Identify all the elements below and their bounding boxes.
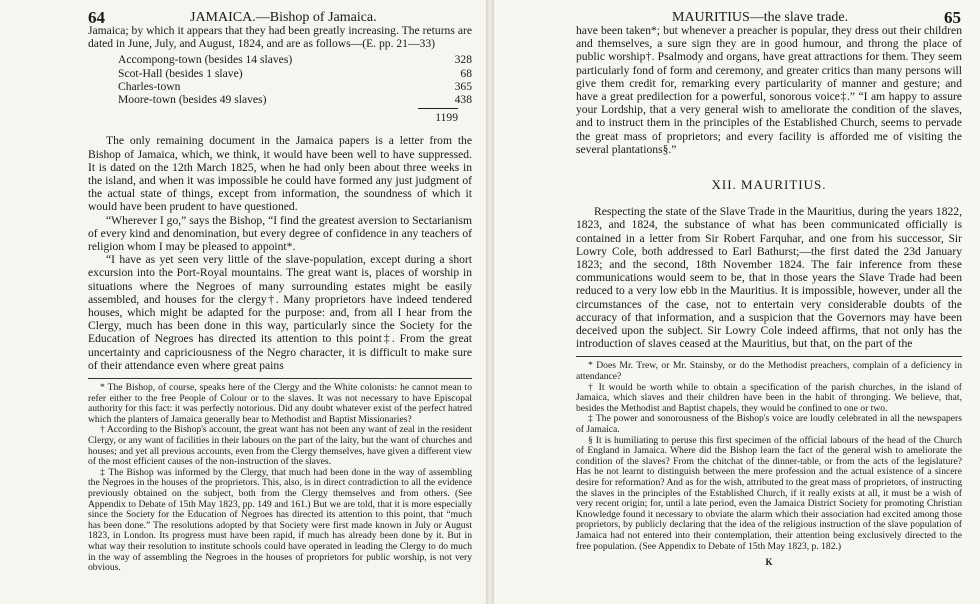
list-label: Charles-town [118,79,181,93]
list-item [118,80,472,93]
paragraph: The only remaining document in the Jamaica papers is a letter from the Bishop of Jamaica, which, we think, it would have been well to have suppressed. It is dated on the 12th March 1825, when he had only been about three weeks in the island, and when it was impossible he could have formed any just judgment of the actual state of things, except from information, the soundness of which it would have been prudent to have questioned. [88,134,472,214]
book-gutter [486,0,494,604]
list-label: Scot-Hall (besides 1 slave) [118,66,243,80]
text-column [576,24,962,569]
footnote: * The Bishop, of course, speaks here of the Clergy and the White colonists: he cannot mean to refer either to the free People of Colour or to the slaves. It was not necessary to have Episcopal authority for this fact: it was perfectly notorious. Did any doubt whatever exist of the perfect hatred which the planters of Jamaica generally bear to Methodist and Baptist Missionaries? [88,382,472,425]
page-number: 65 [944,8,961,27]
list-label: Moore-town (besides 49 slaves) [118,93,267,107]
running-head: JAMAICA.—Bishop of Jamaica. [190,10,377,25]
section-title: XII. MAURITIUS. [711,177,827,193]
paragraph: “I have as yet seen very little of the slave-population, except during a short excursion into the Port-Royal mountains. The great want is, places of worship in situations where the Negroes of many surrounding estates might be easily assembled, and houses for the clergy†. Many proprietors have indeed tendered houses, which might be adapted for the purpose: and, from all I hear from the Clergy, much has been done in this way, particularly since the Society for the Education of Negroes has directed its attention to this point‡. From the great uncertainty and capriciousness of the Negro character, it is difficult to make sure of their attendance even where great pains [88,253,472,372]
footnote: * Does Mr. Trew, or Mr. Stainsby, or do the Methodist preachers, complain of a deficiency in attendance? [576,360,962,383]
list-value: 328 [454,53,472,67]
list-value: 365 [454,79,472,93]
page-number: 64 [88,8,105,27]
sum-rule [418,108,458,109]
paragraph: have been taken*; but whenever a preacher is popular, they dress out their children and themselves, a sure sign they are in good humour, and throng the place of public worship†. Psalmody and organs, have great attractions for them. They seem particularly fond of form and ceremony, and greater critics than many persons will give them credit for, remarking every particularity of manner and gesture; and have a great predilection for a powerful, sonorous voice‡.” “I am happy to assure your Lordship, that a very general wish to ameliorate the condition of the slaves, and to instruct them in the principles of the Established Church, seems to pervade the great mass of proprietors; and every facility is afforded me of visiting the several plantations§.” [576,24,962,156]
signature-mark: K [765,557,773,568]
paragraph: “Wherever I go,” says the Bishop, “I find the greatest aversion to Sectarianism of every kind and denomination, but every degree of confidence in any teachers of religion whom I may be pleased to appoint*. [88,213,472,254]
paragraph: Jamaica; by which it appears that they had been greatly increasing. The returns are dated in June, July, and August, 1824, and are as follows—(E. pp. 21—33) [88,24,472,51]
list-value: 68 [460,66,472,80]
running-head: MAURITIUS—the slave trade. [672,10,849,25]
footnote-rule [88,378,472,379]
list-item [118,67,472,80]
left-page [0,0,486,604]
list-label: Accompong-town (besides 14 slaves) [118,53,293,67]
footnote: ‡ The power and sonorousness of the Bishop's voice are loudly celebrated in all the newspapers of Jamaica. [576,413,962,436]
list-item [118,93,472,106]
right-page [494,0,980,604]
footnote: † It would be worth while to obtain a specification of the parish churches, in the island of Jamaica, which slaves and their children have been in the habit of thronging. We believe, that, besides the Methodist and Baptist chapels, they would be confined to one or two. [576,381,962,414]
footnote-rule [576,356,962,357]
list-item [118,53,472,66]
list-total: 1199 [435,111,458,125]
list-value: 438 [454,93,472,107]
population-list [118,53,472,124]
footnote: † According to the Bishop's account, the great want has not been any want of zeal in the resident Clergy, or any want of facilities in their labours on the part of the laity, but the want of churches and houses; and yet all previous accounts, even from the Clergy themselves, have given a different view of the most efficient causes of the non-instruction of the slaves. [88,424,472,468]
paragraph: Respecting the state of the Slave Trade in the Mauritius, during the years 1822, 1823, and 1824, the substance of what has been communicated officially is contained in a letter from Sir Robert Farquhar, and one from his successor, Sir Lowry Cole, both addressed to Earl Bathurst;—the first dated the 23d January 1823; and the second, 18th November 1824. The fair inference from these communications would seem to be, that in those years the Slave Trade had been reduced to a very low ebb in the Mauritius. It is impossible, however, under all the circumstances of the case, not to entertain very considerable doubts of the accuracy of that information, and a suspicion that the Governors may have been deceived upon the subject. Sir Lowry Cole indeed affirms, that not only has the introduction of slaves ceased at the Mauritius, but that, on the part of the [576,205,962,351]
footnote: § It is humiliating to peruse this first specimen of the official labours of the head of the Church of England in Jamaica. Where did the Bishop learn the fact of the general wish to ameliorate the condition of the slaves? From the chitchat of the dinner-table, or from the acts of the legislature? Has he not learnt to distinguish between the mere profession and the actual existence of a sincere desire for reformation? And as for the wish, attributed to the great mass of proprietors, of instructing the slaves in the principles of the Established Church, if it really exists at all, it must be a wish of very recent origin; for, until a late period, even the Jamaica District Society for promoting Christian Knowledge found it necessary to obviate the alarm which their association had excited among those proprietors, by publicly declaring that the idea of the religious instruction of the slave population of Jamaica had not entered into their contemplation, their attention being exclusively directed to the free population. (See Appendix to Debate of 15th May 1823, p. 182.) [576,434,962,552]
text-column [88,24,472,574]
footnote: ‡ The Bishop was informed by the Clergy, that much had been done in the way of assembling the Negroes in the houses of the proprietors. This, also, is in direct contradiction to all the evidence previously obtained on the subject, both from the Clergy themselves and from others. (See Appendix to Debate of 15th May 1823, pp. 149 and 161.) But we are told, that it is more especially since the Society for the Education of Negroes has directed its attention to this point, that “much has been done.” The resolutions adopted by that Society were first made known in July or August 1823, in London. Its progress must have been rapid, if much has already been done by it. But in what way their resolution to institute schools could have operated in leading the Clergy to do much in the way of assembling the Negroes in the houses of proprietors for public worship, is not very obvious. [88,466,472,574]
